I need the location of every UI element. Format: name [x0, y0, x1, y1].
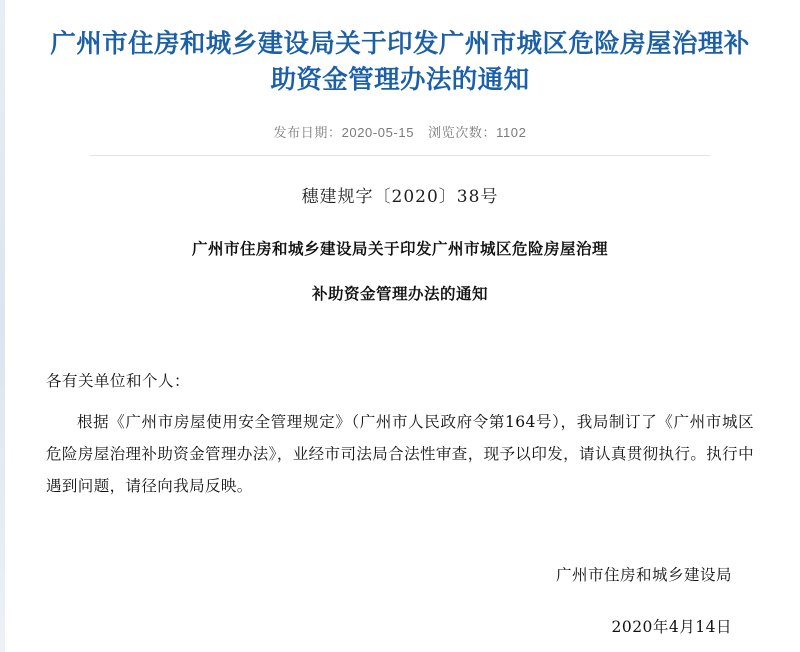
subtitle-line-2: 补助资金管理办法的通知: [311, 284, 488, 304]
views-label: 浏览次数：: [428, 125, 497, 141]
page-title: 广州市住房和城乡建设局关于印发广州市城区危险房屋治理补助资金管理办法的通知: [50, 29, 750, 96]
document-number: 穗建规字〔2020〕38号: [301, 187, 499, 208]
document-subtitle: [46, 233, 754, 309]
salutation: 各有关单位和个人：: [46, 372, 191, 391]
publish-date-label: 发布日期：: [273, 125, 342, 141]
views-count: 1102: [496, 125, 527, 141]
body-paragraph: 根据《广州市房屋使用安全管理规定》（广州市人民政府令第164号），我局制订了《广州市城区危险房屋治理补助资金管理办法》，业经市司法局合法性审查，现予以印发，请认真贯彻执行。执行中遇到问题，请径向我局反映。: [46, 413, 754, 495]
header-divider: [90, 155, 710, 156]
signature-date: 2020年4月14日: [611, 617, 732, 636]
document-meta: [46, 122, 754, 141]
publish-date-value: 2020-05-15: [341, 125, 415, 141]
subtitle-line-1: 广州市住房和城乡建设局关于印发广州市城区危险房屋治理: [191, 239, 608, 259]
signature-issuer: 广州市住房和城乡建设局: [555, 565, 732, 584]
